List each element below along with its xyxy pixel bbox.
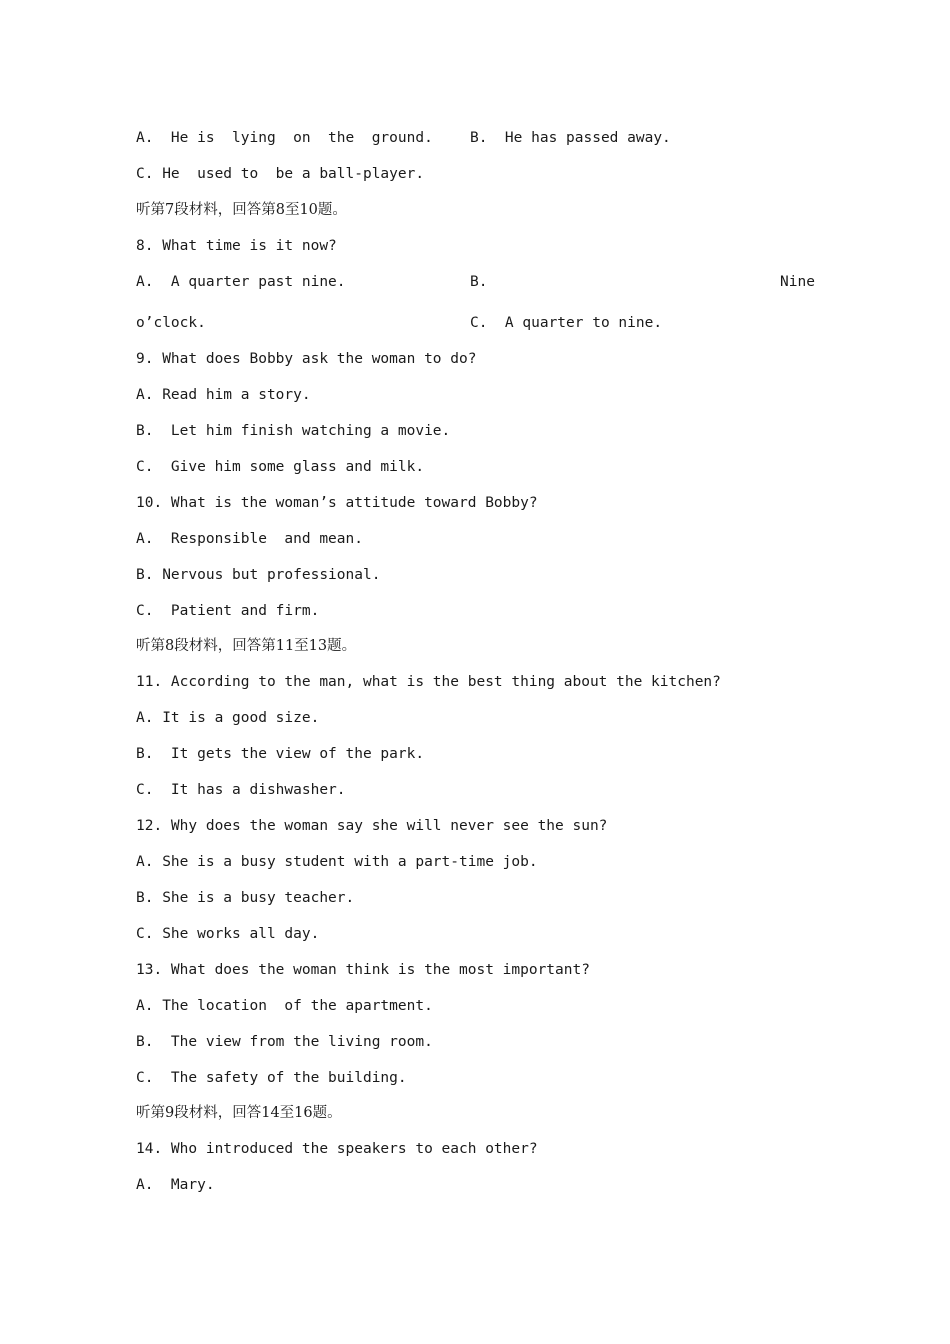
q7-option-a: A. He is lying on the ground. — [136, 130, 433, 146]
q11-question: 11. According to the man, what is the best thing about the kitchen? — [136, 674, 721, 690]
q10-question: 10. What is the woman’s attitude toward Bobby? — [136, 495, 538, 511]
q13-question: 13. What does the woman think is the most important? — [136, 962, 590, 978]
q9-option-a: A. Read him a story. — [136, 387, 311, 403]
q8-option-c: C. A quarter to nine. — [470, 315, 663, 331]
q14-option-a: A. Mary. — [136, 1177, 215, 1193]
q10-option-a: A. Responsible and mean. — [136, 531, 363, 547]
q8-option-b-text-start: Nine — [780, 274, 815, 290]
q10-option-b: B. Nervous but professional. — [136, 567, 381, 583]
q12-question: 12. Why does the woman say she will never see the sun? — [136, 818, 608, 834]
section-9-header: 听第9段材料，回答14至16题。 — [136, 1105, 342, 1121]
q12-option-a: A. She is a busy student with a part-time job. — [136, 854, 538, 870]
q8-option-b-text-end: o’clock. — [136, 315, 206, 331]
q9-option-c: C. Give him some glass and milk. — [136, 459, 425, 475]
q11-option-b: B. It gets the view of the park. — [136, 746, 425, 762]
q13-option-a: A. The location of the apartment. — [136, 998, 433, 1014]
q11-option-a: A. It is a good size. — [136, 710, 320, 726]
q12-option-c: C. She works all day. — [136, 926, 320, 942]
q7-option-b: B. He has passed away. — [470, 130, 671, 146]
q8-option-a: A. A quarter past nine. — [136, 274, 346, 290]
q13-option-c: C. The safety of the building. — [136, 1070, 407, 1086]
q8-question: 8. What time is it now? — [136, 238, 337, 254]
section-7-header: 听第7段材料，回答第8至10题。 — [136, 202, 347, 218]
q9-option-b: B. Let him finish watching a movie. — [136, 423, 451, 439]
q12-option-b: B. She is a busy teacher. — [136, 890, 355, 906]
q13-option-b: B. The view from the living room. — [136, 1034, 433, 1050]
q10-option-c: C. Patient and firm. — [136, 603, 320, 619]
q11-option-c: C. It has a dishwasher. — [136, 782, 346, 798]
q7-option-c: C. He used to be a ball-player. — [136, 166, 425, 182]
q14-question: 14. Who introduced the speakers to each other? — [136, 1141, 538, 1157]
section-8-header: 听第8段材料，回答第11至13题。 — [136, 638, 357, 654]
q9-question: 9. What does Bobby ask the woman to do? — [136, 351, 477, 367]
q8-option-b-label: B. — [470, 274, 488, 290]
